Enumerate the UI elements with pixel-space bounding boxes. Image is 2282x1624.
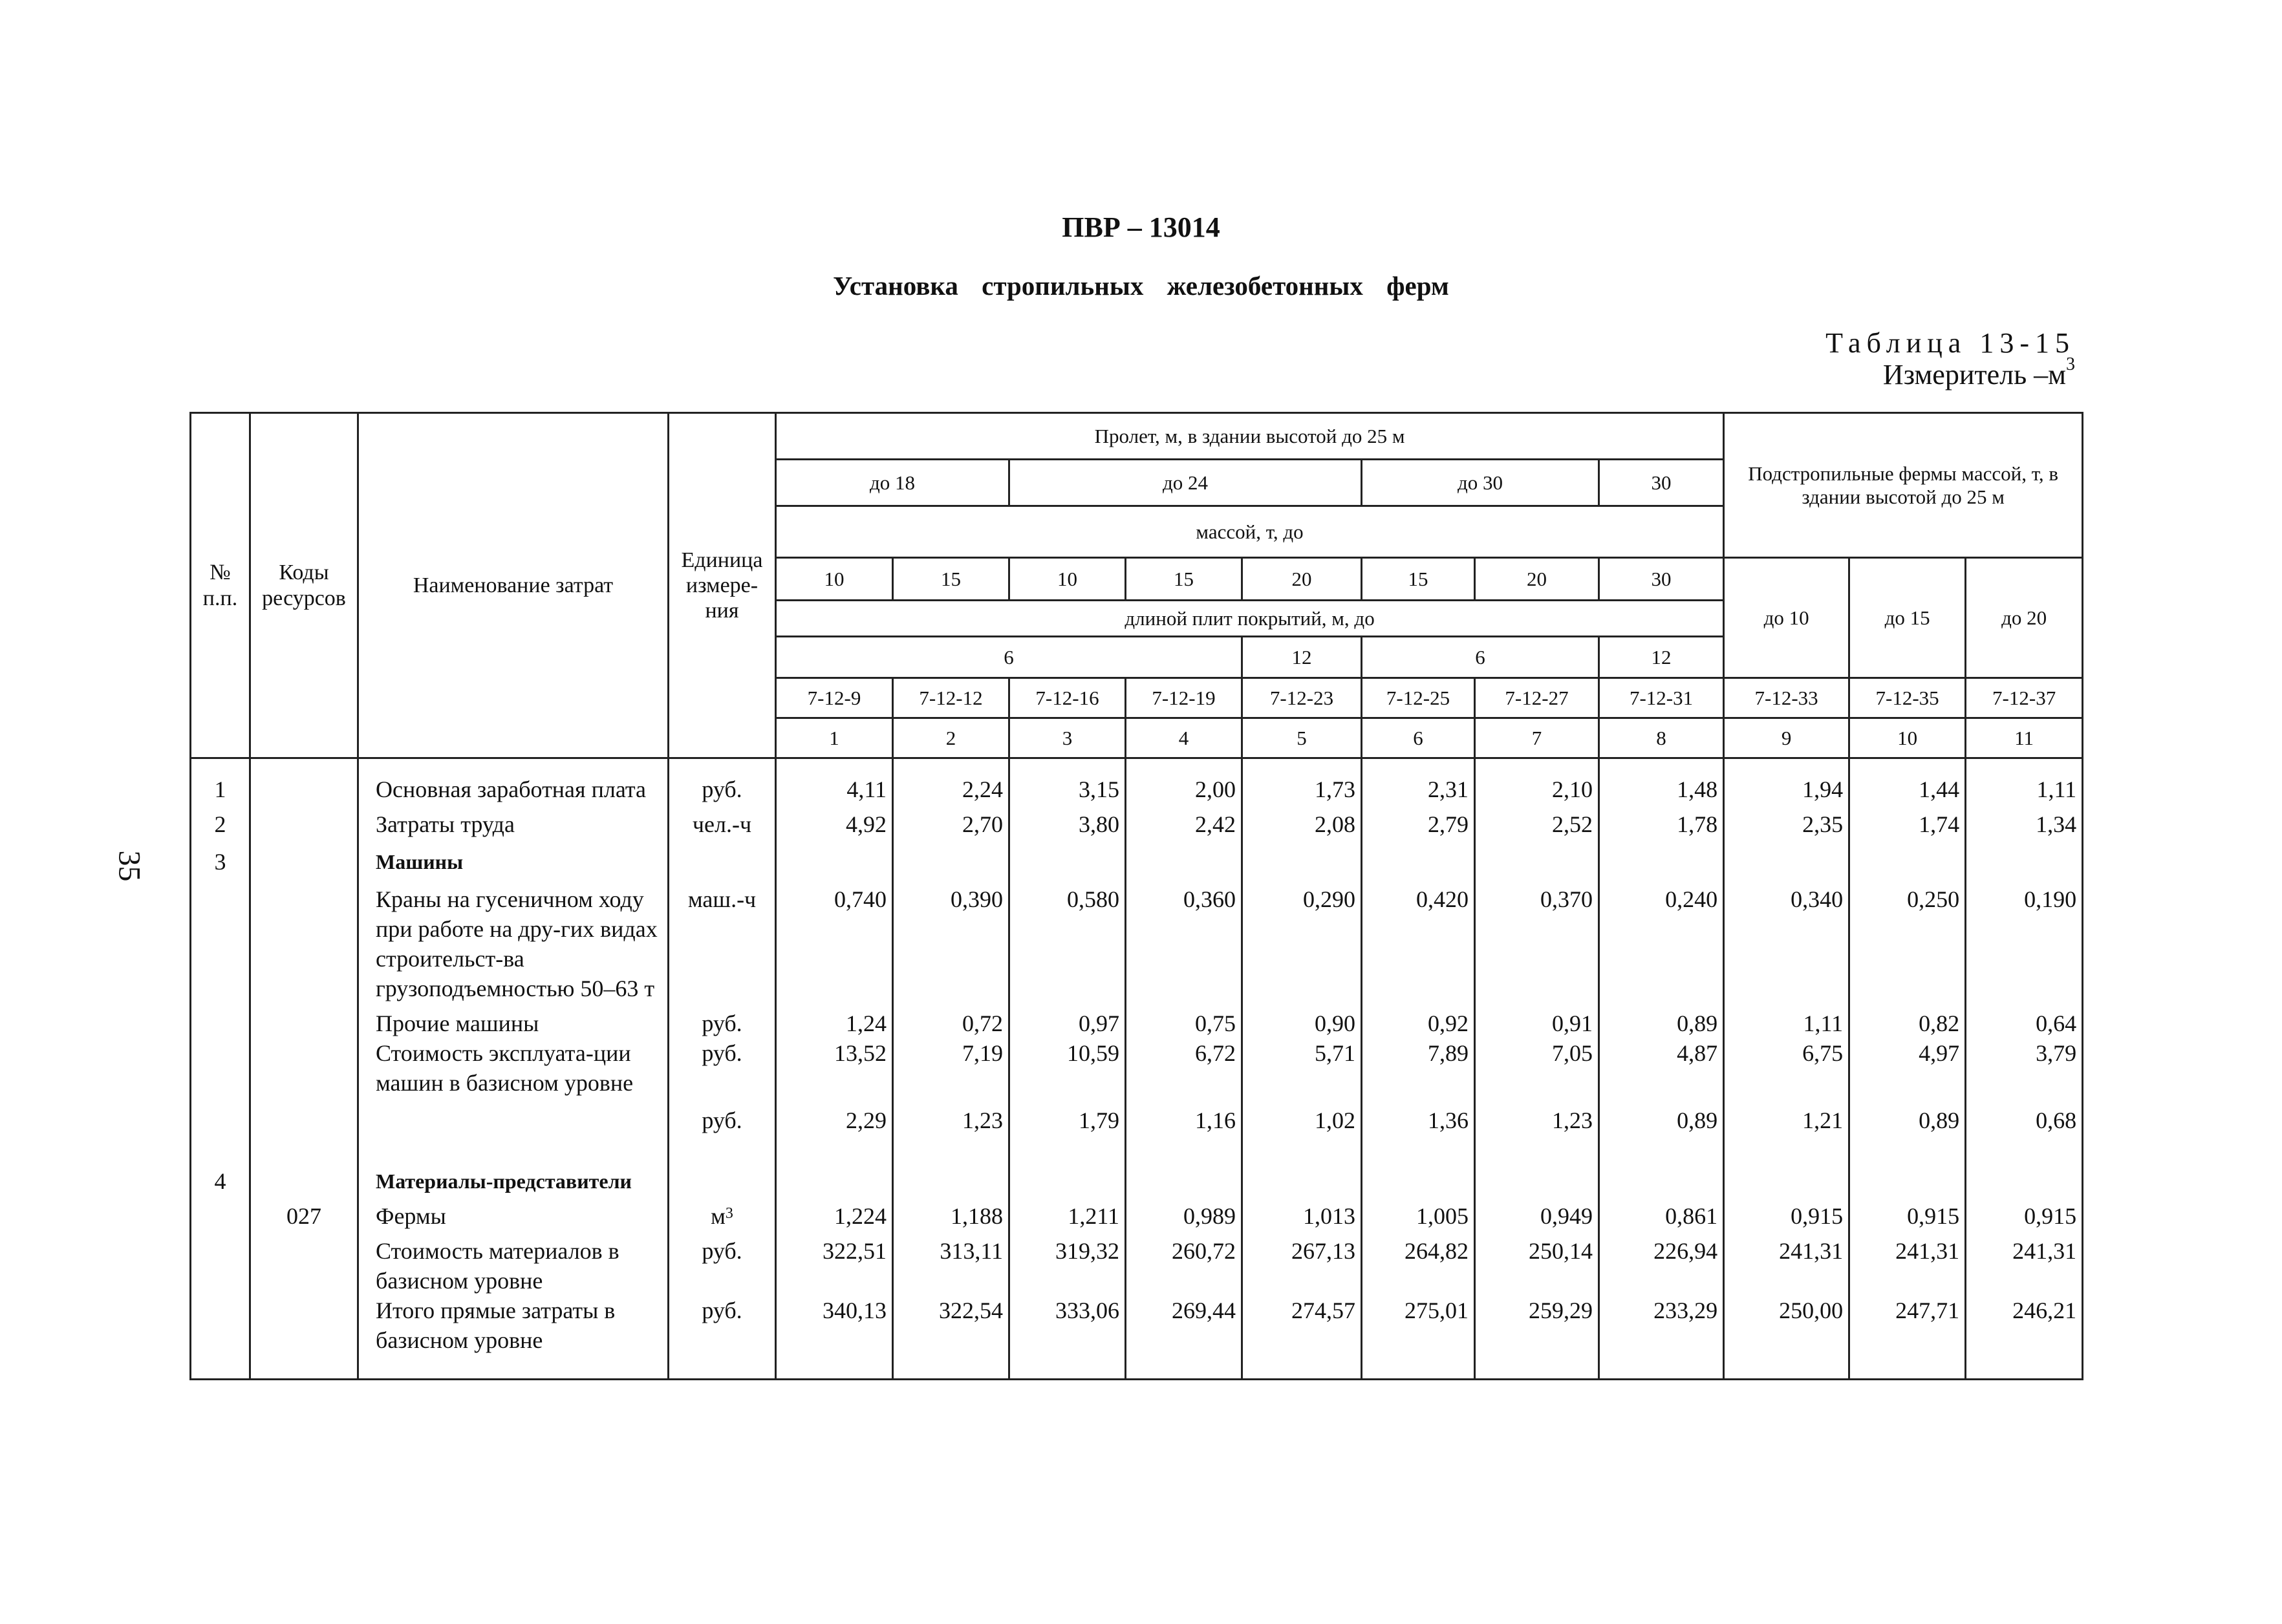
resource-code — [250, 1231, 358, 1296]
value-cell — [1599, 1135, 1724, 1196]
value-cell: 0,72 — [893, 1003, 1009, 1038]
row-number — [191, 1003, 250, 1038]
value-cell: 0,75 — [1126, 1003, 1242, 1038]
row-number — [191, 877, 250, 1003]
value-cell: 274,57 — [1242, 1296, 1362, 1380]
value-cell: 264,82 — [1362, 1231, 1475, 1296]
header-plate-group: 6 — [776, 637, 1242, 678]
header-span-title: Пролет, м, в здании высотой до 25 м — [776, 413, 1724, 460]
value-cell: 0,915 — [1849, 1196, 1966, 1231]
header-col-number: 7 — [1475, 718, 1599, 758]
value-cell: 0,240 — [1599, 877, 1724, 1003]
table-label: Таблица 13-15 — [1825, 327, 2075, 359]
value-cell: 2,00 — [1126, 758, 1242, 805]
table-row — [191, 1098, 2083, 1135]
value-cell: 267,13 — [1242, 1231, 1362, 1296]
cost-name: Материалы-представители — [358, 1135, 669, 1196]
resource-code — [250, 804, 358, 839]
resource-code — [250, 1296, 358, 1380]
cost-name: Затраты труда — [358, 804, 669, 839]
value-cell: 2,31 — [1362, 758, 1475, 805]
value-cell: 1,73 — [1242, 758, 1362, 805]
value-cell: 0,89 — [1849, 1098, 1966, 1135]
value-cell: 241,31 — [1849, 1231, 1966, 1296]
header-code: 7-12-27 — [1475, 678, 1599, 718]
value-cell: 4,97 — [1849, 1038, 1966, 1098]
header-span-group: 30 — [1599, 460, 1724, 506]
value-cell: 10,59 — [1009, 1038, 1126, 1098]
value-cell: 1,48 — [1599, 758, 1724, 805]
value-cell: 0,89 — [1599, 1003, 1724, 1038]
value-cell: 0,360 — [1126, 877, 1242, 1003]
value-cell: 0,90 — [1242, 1003, 1362, 1038]
value-cell: 4,87 — [1599, 1038, 1724, 1098]
value-cell: 2,24 — [893, 758, 1009, 805]
unit-of-measure: руб. — [669, 1231, 776, 1296]
header-mass: 15 — [1362, 558, 1475, 601]
header-span-group: до 30 — [1362, 460, 1599, 506]
value-cell: 0,580 — [1009, 877, 1126, 1003]
value-cell — [1242, 1135, 1362, 1196]
value-cell: 246,21 — [1966, 1296, 2083, 1380]
header-col-number: 2 — [893, 718, 1009, 758]
header-codes: Коды ресурсов — [250, 413, 358, 758]
value-cell: 0,915 — [1966, 1196, 2083, 1231]
header-code: 7-12-31 — [1599, 678, 1724, 718]
value-cell: 3,79 — [1966, 1038, 2083, 1098]
document-subtitle: Установка стропильных железобетонных ферм — [833, 271, 1449, 301]
value-cell: 269,44 — [1126, 1296, 1242, 1380]
value-cell — [1009, 839, 1126, 877]
header-plate-group: 6 — [1362, 637, 1599, 678]
value-cell: 13,52 — [776, 1038, 893, 1098]
unit-of-measure — [669, 839, 776, 877]
header-col-number: 6 — [1362, 718, 1475, 758]
cost-name: Итого прямые затраты в базисном уровне — [358, 1296, 669, 1380]
header-subtruss-mass: до 15 — [1849, 558, 1966, 678]
table-row — [191, 1196, 2083, 1231]
unit-of-measure: руб. — [669, 1038, 776, 1098]
value-cell — [893, 1135, 1009, 1196]
value-cell: 5,71 — [1242, 1038, 1362, 1098]
value-cell: 4,92 — [776, 804, 893, 839]
value-cell: 1,36 — [1362, 1098, 1475, 1135]
value-cell: 1,23 — [1475, 1098, 1599, 1135]
header-mass: 20 — [1475, 558, 1599, 601]
table-row — [191, 758, 2083, 805]
value-cell: 1,94 — [1724, 758, 1849, 805]
unit-of-measure: чел.-ч — [669, 804, 776, 839]
value-cell: 0,420 — [1362, 877, 1475, 1003]
cost-name: Основная заработная плата — [358, 758, 669, 805]
unit-of-measure: руб. — [669, 1003, 776, 1038]
header-code: 7-12-12 — [893, 678, 1009, 718]
value-cell: 2,42 — [1126, 804, 1242, 839]
value-cell: 260,72 — [1126, 1231, 1242, 1296]
value-cell: 4,11 — [776, 758, 893, 805]
table-row — [191, 1135, 2083, 1196]
value-cell: 340,13 — [776, 1296, 893, 1380]
cost-name — [358, 1098, 669, 1135]
value-cell: 0,390 — [893, 877, 1009, 1003]
value-cell: 7,05 — [1475, 1038, 1599, 1098]
table-row — [191, 877, 2083, 1003]
header-col-number: 4 — [1126, 718, 1242, 758]
table-row — [191, 804, 2083, 839]
row-number — [191, 1231, 250, 1296]
value-cell: 0,89 — [1599, 1098, 1724, 1135]
cost-name: Прочие машины — [358, 1003, 669, 1038]
value-cell: 7,89 — [1362, 1038, 1475, 1098]
header-mass-title: массой, т, до — [776, 506, 1724, 558]
header-col-number: 5 — [1242, 718, 1362, 758]
value-cell: 0,68 — [1966, 1098, 2083, 1135]
value-cell: 1,78 — [1599, 804, 1724, 839]
header-unit: Единица измере-ния — [669, 413, 776, 758]
value-cell: 1,02 — [1242, 1098, 1362, 1135]
resource-code: 027 — [250, 1196, 358, 1231]
norms-table — [189, 412, 2083, 1380]
cost-name: Краны на гусеничном ходу при работе на дру-гих видах строительст-ва грузоподъемностью 50–63 т — [358, 877, 669, 1003]
header-col-number: 1 — [776, 718, 893, 758]
resource-code — [250, 839, 358, 877]
value-cell: 1,211 — [1009, 1196, 1126, 1231]
value-cell — [1009, 1135, 1126, 1196]
unit-of-measure: руб. — [669, 1296, 776, 1380]
unit-label: Измеритель $-м^3$ — [1882, 354, 2075, 390]
value-cell: 1,11 — [1724, 1003, 1849, 1038]
value-cell: 259,29 — [1475, 1296, 1599, 1380]
header-code: 7-12-37 — [1966, 678, 2083, 718]
value-cell: 1,21 — [1724, 1098, 1849, 1135]
header-subtruss-title: Подстропильные фермы массой, т, в здании высотой до 25 м — [1724, 413, 2083, 558]
value-cell — [1966, 839, 2083, 877]
header-num: № п.п. — [191, 413, 250, 758]
row-number: 3 — [191, 839, 250, 877]
header-col-number: 3 — [1009, 718, 1126, 758]
cost-name: Фермы — [358, 1196, 669, 1231]
header-code: 7-12-19 — [1126, 678, 1242, 718]
value-cell: 2,10 — [1475, 758, 1599, 805]
value-cell: 0,82 — [1849, 1003, 1966, 1038]
header-col-number: 8 — [1599, 718, 1724, 758]
value-cell: 0,861 — [1599, 1196, 1724, 1231]
value-cell: 0,250 — [1849, 877, 1966, 1003]
document-title: ПВР – 13014 — [1062, 211, 1220, 243]
value-cell: 319,32 — [1009, 1231, 1126, 1296]
table-row — [191, 1231, 2083, 1296]
value-cell: 1,11 — [1966, 758, 2083, 805]
header-span-group: до 18 — [776, 460, 1009, 506]
value-cell — [1966, 1135, 2083, 1196]
value-cell: 1,24 — [776, 1003, 893, 1038]
header-code: 7-12-25 — [1362, 678, 1475, 718]
row-number — [191, 1296, 250, 1380]
value-cell: 241,31 — [1724, 1231, 1849, 1296]
value-cell: 2,70 — [893, 804, 1009, 839]
value-cell — [1242, 839, 1362, 877]
table-row — [191, 1038, 2083, 1098]
value-cell: 0,915 — [1724, 1196, 1849, 1231]
resource-code — [250, 877, 358, 1003]
value-cell: 3,15 — [1009, 758, 1126, 805]
value-cell: 322,51 — [776, 1231, 893, 1296]
row-number: 1 — [191, 758, 250, 805]
header-plate-group: 12 — [1242, 637, 1362, 678]
row-number — [191, 1098, 250, 1135]
value-cell: 322,54 — [893, 1296, 1009, 1380]
value-cell: 2,35 — [1724, 804, 1849, 839]
value-cell: 0,340 — [1724, 877, 1849, 1003]
table-row — [191, 1003, 2083, 1038]
value-cell: 0,91 — [1475, 1003, 1599, 1038]
header-plate-title: длиной плит покрытий, м, до — [776, 601, 1724, 637]
header-code: 7-12-16 — [1009, 678, 1126, 718]
page-number: 35 — [112, 850, 147, 882]
value-cell: 0,370 — [1475, 877, 1599, 1003]
value-cell: 0,190 — [1966, 877, 2083, 1003]
header-mass: 10 — [776, 558, 893, 601]
value-cell — [1362, 839, 1475, 877]
row-number: 4 — [191, 1135, 250, 1196]
value-cell: 250,00 — [1724, 1296, 1849, 1380]
value-cell: 1,74 — [1849, 804, 1966, 839]
value-cell: 1,23 — [893, 1098, 1009, 1135]
value-cell — [1362, 1135, 1475, 1196]
header-code: 7-12-9 — [776, 678, 893, 718]
value-cell: 0,290 — [1242, 877, 1362, 1003]
value-cell: 1,224 — [776, 1196, 893, 1231]
value-cell: 247,71 — [1849, 1296, 1966, 1380]
value-cell — [1724, 839, 1849, 877]
value-cell — [1126, 839, 1242, 877]
value-cell — [893, 839, 1009, 877]
value-cell — [776, 839, 893, 877]
value-cell: 233,29 — [1599, 1296, 1724, 1380]
value-cell: 1,44 — [1849, 758, 1966, 805]
header-mass: 30 — [1599, 558, 1724, 601]
table-body — [191, 758, 2083, 1380]
value-cell: 0,92 — [1362, 1003, 1475, 1038]
unit-of-measure: маш.-ч — [669, 877, 776, 1003]
value-cell — [1599, 839, 1724, 877]
unit-of-measure: руб. — [669, 758, 776, 805]
value-cell: 6,72 — [1126, 1038, 1242, 1098]
unit-of-measure: руб. — [669, 1098, 776, 1135]
value-cell — [1126, 1135, 1242, 1196]
header-span-group: до 24 — [1009, 460, 1362, 506]
value-cell: 1,34 — [1966, 804, 2083, 839]
value-cell: 0,740 — [776, 877, 893, 1003]
row-number — [191, 1196, 250, 1231]
table-row — [191, 839, 2083, 877]
value-cell: 333,06 — [1009, 1296, 1126, 1380]
unit-of-measure: $м^3$ — [669, 1196, 776, 1231]
value-cell: 1,16 — [1126, 1098, 1242, 1135]
row-number: 2 — [191, 804, 250, 839]
resource-code — [250, 758, 358, 805]
value-cell — [1724, 1135, 1849, 1196]
value-cell: 2,79 — [1362, 804, 1475, 839]
value-cell: 2,52 — [1475, 804, 1599, 839]
header-mass: 20 — [1242, 558, 1362, 601]
value-cell: 275,01 — [1362, 1296, 1475, 1380]
cost-name: Стоимость эксплуата-ции машин в базисном уровне — [358, 1038, 669, 1098]
header-col-number: 9 — [1724, 718, 1849, 758]
unit-of-measure — [669, 1135, 776, 1196]
value-cell: 6,75 — [1724, 1038, 1849, 1098]
value-cell: 0,949 — [1475, 1196, 1599, 1231]
value-cell: 3,80 — [1009, 804, 1126, 839]
value-cell: 2,29 — [776, 1098, 893, 1135]
value-cell: 2,08 — [1242, 804, 1362, 839]
value-cell: 250,14 — [1475, 1231, 1599, 1296]
header-col-number: 10 — [1849, 718, 1966, 758]
value-cell — [1475, 839, 1599, 877]
value-cell: 1,79 — [1009, 1098, 1126, 1135]
header-mass: 15 — [893, 558, 1009, 601]
value-cell: 0,64 — [1966, 1003, 2083, 1038]
value-cell — [776, 1135, 893, 1196]
header-code: 7-12-23 — [1242, 678, 1362, 718]
value-cell: 313,11 — [893, 1231, 1009, 1296]
value-cell: 241,31 — [1966, 1231, 2083, 1296]
header-subtruss-mass: до 10 — [1724, 558, 1849, 678]
value-cell: 1,005 — [1362, 1196, 1475, 1231]
row-number — [191, 1038, 250, 1098]
value-cell — [1475, 1135, 1599, 1196]
resource-code — [250, 1135, 358, 1196]
value-cell — [1849, 839, 1966, 877]
resource-code — [250, 1098, 358, 1135]
resource-code — [250, 1003, 358, 1038]
value-cell — [1849, 1135, 1966, 1196]
header-col-number: 11 — [1966, 718, 2083, 758]
value-cell: 1,013 — [1242, 1196, 1362, 1231]
header-mass: 10 — [1009, 558, 1126, 601]
value-cell: 1,188 — [893, 1196, 1009, 1231]
header-plate-group: 12 — [1599, 637, 1724, 678]
value-cell: 7,19 — [893, 1038, 1009, 1098]
header-mass: 15 — [1126, 558, 1242, 601]
header-subtruss-mass: до 20 — [1966, 558, 2083, 678]
header-code: 7-12-33 — [1724, 678, 1849, 718]
value-cell: 0,97 — [1009, 1003, 1126, 1038]
value-cell: 226,94 — [1599, 1231, 1724, 1296]
header-name: Наименование затрат — [358, 413, 669, 758]
cost-name: Стоимость материалов в базисном уровне — [358, 1231, 669, 1296]
header-code: 7-12-35 — [1849, 678, 1966, 718]
table-row — [191, 1296, 2083, 1380]
value-cell: 0,989 — [1126, 1196, 1242, 1231]
cost-name: Машины — [358, 839, 669, 877]
resource-code — [250, 1038, 358, 1098]
